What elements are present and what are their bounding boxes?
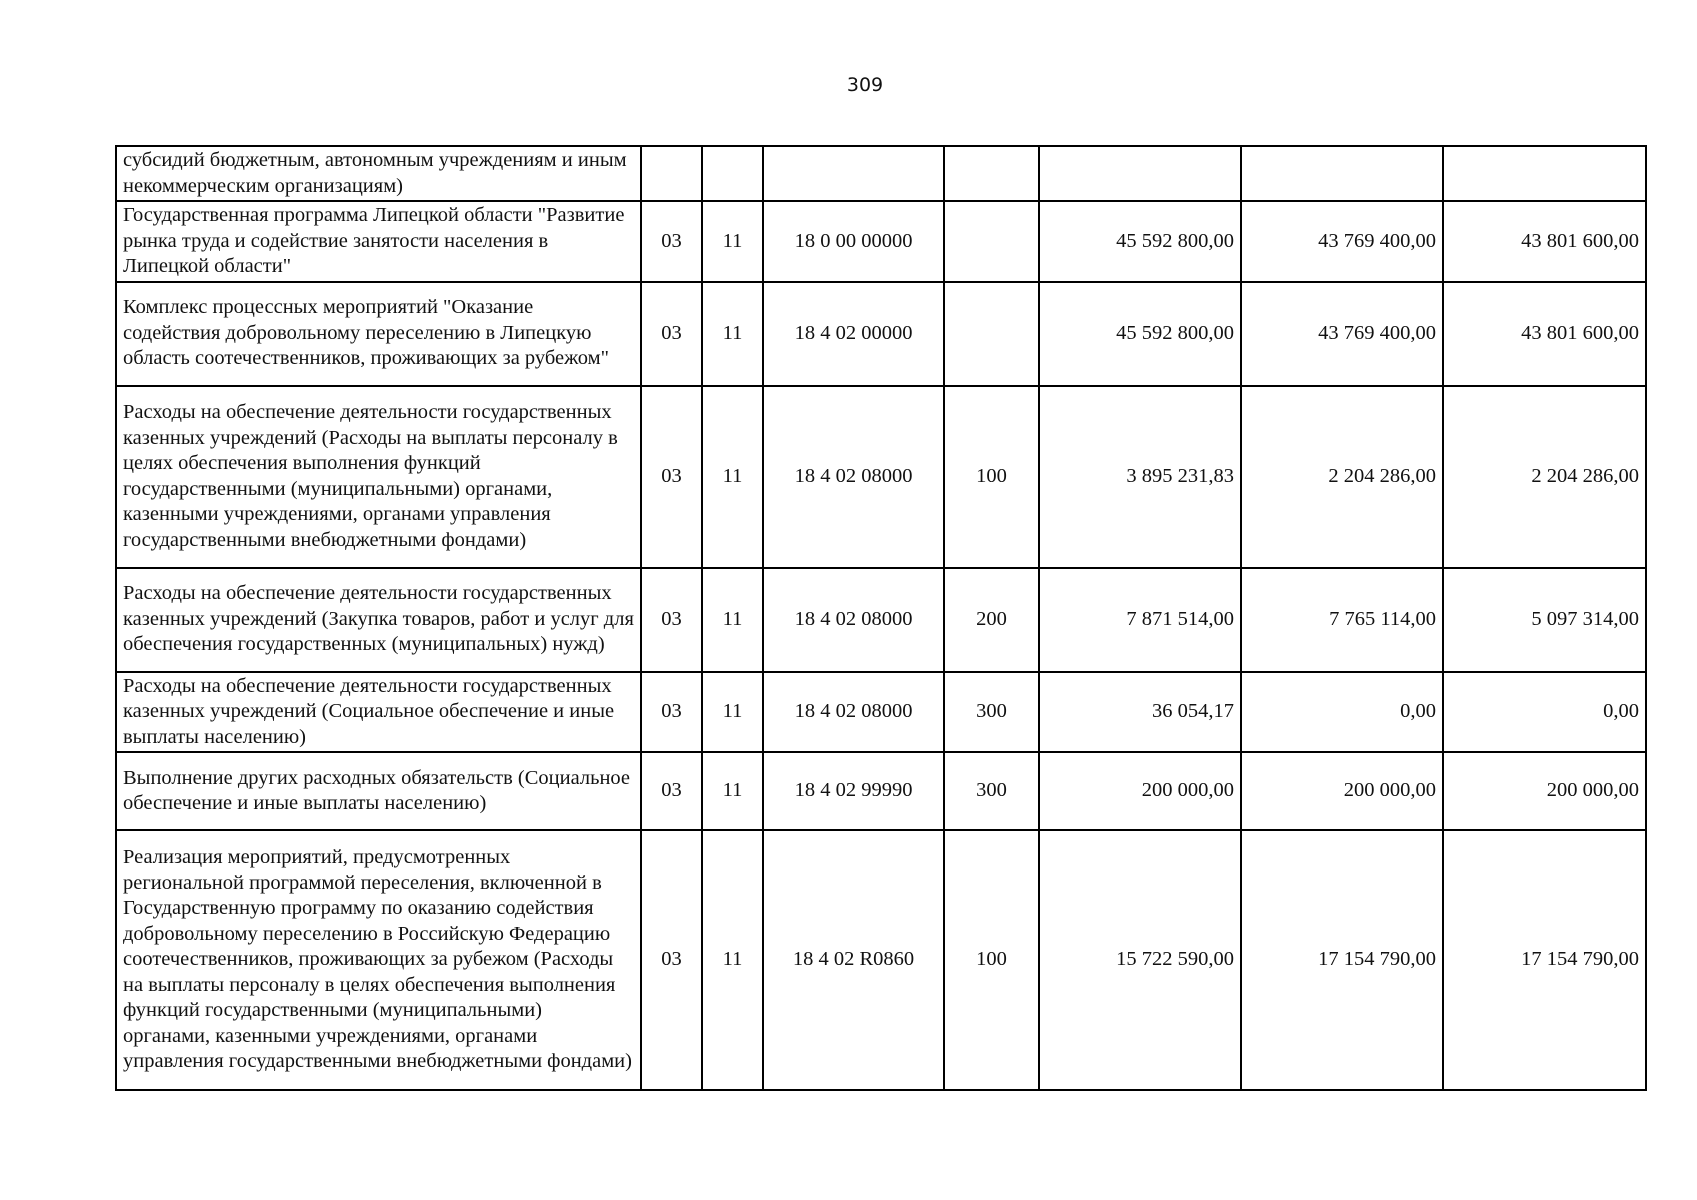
amount-year-1: 45 592 800,00 [1039,282,1241,386]
section-code: 03 [641,752,702,830]
target-article-code: 18 0 00 00000 [763,201,944,282]
table-row [116,672,1646,753]
amount-year-1: 3 895 231,83 [1039,386,1241,568]
expense-type-code: 100 [944,830,1039,1090]
amount-year-3: 17 154 790,00 [1443,830,1646,1090]
amount-year-3: 200 000,00 [1443,752,1646,830]
subsection-code: 11 [702,201,763,282]
table-row [116,146,1646,201]
target-article-code [763,146,944,201]
subsection-code: 11 [702,830,763,1090]
target-article-code: 18 4 02 00000 [763,282,944,386]
target-article-code: 18 4 02 R0860 [763,830,944,1090]
amount-year-3 [1443,146,1646,201]
table-row [116,282,1646,386]
amount-year-1 [1039,146,1241,201]
amount-year-1: 15 722 590,00 [1039,830,1241,1090]
row-description: Комплекс процессных мероприятий "Оказание содействия добровольному переселению в Липецкую область соотечественников, проживающих за рубежом" [116,282,641,386]
amount-year-3: 2 204 286,00 [1443,386,1646,568]
row-description: субсидий бюджетным, автономным учреждениям и иным некоммерческим организациям) [116,146,641,201]
section-code: 03 [641,672,702,753]
section-code [641,146,702,201]
section-code: 03 [641,386,702,568]
section-code: 03 [641,201,702,282]
table-row [116,201,1646,282]
amount-year-2 [1241,146,1443,201]
amount-year-2: 17 154 790,00 [1241,830,1443,1090]
budget-table [115,145,1647,1091]
amount-year-1: 7 871 514,00 [1039,568,1241,672]
row-description: Расходы на обеспечение деятельности государственных казенных учреждений (Закупка товаров, работ и услуг для обеспечения государственных (муниципальных) нужд) [116,568,641,672]
row-description: Расходы на обеспечение деятельности государственных казенных учреждений (Социальное обеспечение и иные выплаты населению) [116,672,641,753]
table-row [116,752,1646,830]
subsection-code: 11 [702,386,763,568]
target-article-code: 18 4 02 08000 [763,672,944,753]
amount-year-1: 36 054,17 [1039,672,1241,753]
expense-type-code [944,201,1039,282]
subsection-code: 11 [702,672,763,753]
table-row [116,386,1646,568]
amount-year-2: 43 769 400,00 [1241,282,1443,386]
amount-year-1: 45 592 800,00 [1039,201,1241,282]
amount-year-3: 0,00 [1443,672,1646,753]
target-article-code: 18 4 02 08000 [763,386,944,568]
amount-year-2: 0,00 [1241,672,1443,753]
amount-year-3: 5 097 314,00 [1443,568,1646,672]
section-code: 03 [641,568,702,672]
page-number: 309 [846,74,884,96]
target-article-code: 18 4 02 99990 [763,752,944,830]
subsection-code: 11 [702,752,763,830]
expense-type-code: 100 [944,386,1039,568]
section-code: 03 [641,282,702,386]
expense-type-code: 300 [944,752,1039,830]
row-description: Реализация мероприятий, предусмотренных региональной программой переселения, включенной в Государственную программу по оказанию содействия добровольному переселению в Российскую Федерацию соотечественников, проживающих за рубежом (Расходы на выплаты персоналу в целях обеспечения выполнения функций государственными (муниципальными) органами, казенными учреждениями, органами управления государственными внебюджетными фондами) [116,830,641,1090]
subsection-code [702,146,763,201]
amount-year-3: 43 801 600,00 [1443,201,1646,282]
expense-type-code: 300 [944,672,1039,753]
table-row [116,568,1646,672]
amount-year-2: 2 204 286,00 [1241,386,1443,568]
expense-type-code [944,282,1039,386]
row-description: Государственная программа Липецкой области "Развитие рынка труда и содействие занятости населения в Липецкой области" [116,201,641,282]
section-code: 03 [641,830,702,1090]
amount-year-2: 43 769 400,00 [1241,201,1443,282]
subsection-code: 11 [702,282,763,386]
amount-year-2: 200 000,00 [1241,752,1443,830]
amount-year-3: 43 801 600,00 [1443,282,1646,386]
subsection-code: 11 [702,568,763,672]
row-description: Расходы на обеспечение деятельности государственных казенных учреждений (Расходы на выплаты персоналу в целях обеспечения выполнения функций государственными (муниципальными) органами, казенными учреждениями, органами управления государственными внебюджетными фондами) [116,386,641,568]
row-description: Выполнение других расходных обязательств (Социальное обеспечение и иные выплаты населению) [116,752,641,830]
expense-type-code: 200 [944,568,1039,672]
amount-year-1: 200 000,00 [1039,752,1241,830]
target-article-code: 18 4 02 08000 [763,568,944,672]
amount-year-2: 7 765 114,00 [1241,568,1443,672]
expense-type-code [944,146,1039,201]
table-row [116,830,1646,1090]
